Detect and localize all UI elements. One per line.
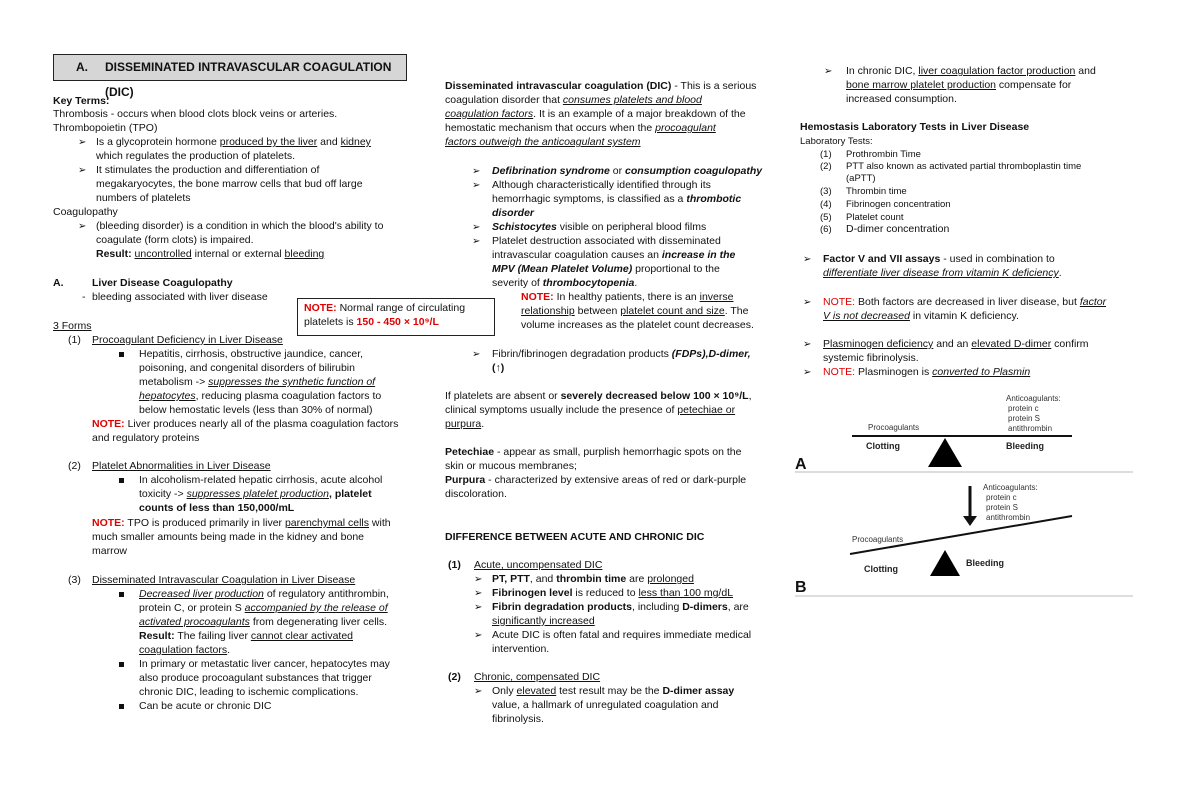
procoag-label-a: Procoagulants xyxy=(868,423,920,432)
form3-n1: Can be acute or chronic DIC xyxy=(139,700,272,712)
factor-v-2: differentiate liver disease from vitamin K deficiency. xyxy=(823,267,1062,279)
lab-test-item: Fibrinogen concentration xyxy=(846,199,951,210)
chronic-comp: In chronic DIC, liver coagulation factor production and xyxy=(846,65,1096,77)
hemostasis-balance-diagram xyxy=(790,390,1135,605)
tpo-bullet-2-cont: megakaryocytes, the bone marrow cells that bud off large xyxy=(96,178,363,190)
dic-b2-2: hemorrhagic symptoms, is classified as a thrombotic xyxy=(492,193,742,205)
form1-num: (1) xyxy=(68,334,81,346)
arrow-bullet-icon: ➢ xyxy=(472,349,481,360)
lab-test-num: (3) xyxy=(820,186,832,197)
tpo-bullet-1: Is a glycoprotein hormone produced by the liver and kidney xyxy=(96,136,371,148)
forms-title: 3 Forms xyxy=(53,320,92,332)
dic-b2-3: disorder xyxy=(492,207,535,219)
lab-test-item: (aPTT) xyxy=(846,173,876,184)
dic-b3: Schistocytes visible on peripheral blood films xyxy=(492,221,707,233)
diagram-label-a: A xyxy=(795,456,807,473)
dic-b4-3: MPV (Mean Platelet Volume) proportional to the xyxy=(492,263,720,275)
bleeding-label-a: Bleeding xyxy=(1006,441,1045,451)
lab-test-num: (1) xyxy=(820,149,832,160)
dic-b5: Fibrin/fibrinogen degradation products (FDPs),D-dimer, xyxy=(492,348,751,360)
form1-note-cont: and regulatory proteins xyxy=(92,432,200,444)
arrow-bullet-icon: ➢ xyxy=(78,165,87,176)
platelet-para-2: clinical symptoms usually include the presence of petechiae or xyxy=(445,404,736,416)
fulcrum-b xyxy=(930,550,960,576)
factor-v: Factor V and VII assays - used in combination to xyxy=(823,253,1055,265)
lab-test-num: (2) xyxy=(820,161,832,172)
form3-line4: Result: The failing liver cannot clear activated xyxy=(139,630,354,642)
chronic-title: Chronic, compensated DIC xyxy=(474,671,601,683)
form1-line2: poisoning, and congenital disorders of bilirubin xyxy=(139,362,355,374)
lab-test-num: (5) xyxy=(820,212,832,223)
coag-bullet-cont: coagulate (form clots) is impaired. xyxy=(96,234,254,246)
header-letter: A. xyxy=(76,60,88,74)
clotting-label-a: Clotting xyxy=(866,441,900,451)
tpo-bullet-2: It stimulates the production and differentiation of xyxy=(96,164,320,176)
platelet-range-note: NOTE: Normal range of circulating platelets is 150 - 450 × 10⁹/L xyxy=(297,298,495,336)
ldc-dash: - xyxy=(82,291,86,303)
tpo-title: Thrombopoietin (TPO) xyxy=(53,122,158,134)
chronic-1: Only elevated test result may be the D-dimer assay xyxy=(492,685,735,697)
tpo-bullet-1-cont: which regulates the production of platelets. xyxy=(96,150,296,162)
platelet-para: If platelets are absent or severely decreased below 100 × 10⁹/L, xyxy=(445,390,752,402)
lab-test-item: D-dimer concentration xyxy=(846,223,950,235)
form1-line4: hepatocytes, reducing plasma coagulation factors to xyxy=(139,390,382,402)
square-bullet-icon xyxy=(119,704,124,709)
form2-line3: counts of less than 150,000/mL xyxy=(139,502,295,514)
svg-text:protein c: protein c xyxy=(1008,404,1039,413)
acute-4-cont: intervention. xyxy=(492,643,550,655)
petechiae-def-2: skin or mucous membranes; xyxy=(445,460,577,472)
lab-tests-title: Laboratory Tests: xyxy=(800,136,873,147)
dic-b4: Platelet destruction associated with disseminated xyxy=(492,235,721,247)
arrow-bullet-icon: ➢ xyxy=(803,254,812,265)
form1-line3: metabolism -> suppresses the synthetic function of xyxy=(139,376,376,388)
note-factors-2: V is not decreased in vitamin K deficiency. xyxy=(823,310,1019,322)
dic-intro-2: coagulation disorder that consumes platelets and blood xyxy=(445,94,702,106)
form3-num: (3) xyxy=(68,574,81,586)
form2-line1: In alcoholism-related hepatic cirrhosis, acute alcohol xyxy=(139,474,383,486)
arrow-bullet-icon: ➢ xyxy=(78,221,87,232)
key-terms-label: Key Terms: xyxy=(53,95,110,107)
ldc-title: Liver Disease Coagulopathy xyxy=(92,277,233,289)
arrow-bullet-icon: ➢ xyxy=(803,297,812,308)
dic-intro: Disseminated intravascular coagulation (DIC) - This is a serious xyxy=(445,80,757,92)
anticoag-label-b xyxy=(983,483,1038,522)
plasminogen-2: systemic fibrinolysis. xyxy=(823,352,919,364)
lab-test-item: Prothrombin Time xyxy=(846,149,921,160)
form1-note: NOTE: Liver produces nearly all of the plasma coagulation factors xyxy=(92,418,399,430)
lab-test-num: (4) xyxy=(820,199,832,210)
form2-note: NOTE: TPO is produced primarily in liver parenchymal cells with xyxy=(92,517,391,529)
form1-title: Procoagulant Deficiency in Liver Disease xyxy=(92,334,283,346)
chronic-1-cont2: fibrinolysis. xyxy=(492,713,544,725)
arrow-bullet-icon: ➢ xyxy=(474,686,483,697)
form3-line3: activated procoagulants from degenerating liver cells. xyxy=(139,616,388,628)
svg-text:protein S: protein S xyxy=(986,503,1019,512)
form2-line2: toxicity -> suppresses platelet production, platelet xyxy=(139,488,372,500)
ldc-desc: bleeding associated with liver disease xyxy=(92,291,268,303)
acute-4: Acute DIC is often fatal and requires immediate medical xyxy=(492,629,752,641)
svg-text:Anticoagulants:: Anticoagulants: xyxy=(983,483,1038,492)
dic-intro-3: coagulation factors. It is an example of a major breakdown of the xyxy=(445,108,746,120)
fulcrum-a xyxy=(928,438,962,467)
form1-line1: Hepatitis, cirrhosis, obstructive jaundice, cancer, xyxy=(139,348,364,360)
plasminogen: Plasminogen deficiency and an elevated D-dimer confirm xyxy=(823,338,1089,350)
dic-intro-4: hemostatic mechanism that occurs when the procoagulant xyxy=(445,122,716,134)
acute-2: Fibrinogen level is reduced to less than 100 mg/dL xyxy=(492,587,734,599)
form2-note-cont2: marrow xyxy=(92,545,128,557)
chronic-comp-3: increased consumption. xyxy=(846,93,957,105)
form3-line1: Decreased liver production of regulatory antithrombin, xyxy=(139,588,389,600)
section-header xyxy=(53,54,407,99)
down-arrow-icon xyxy=(963,516,977,526)
form3-m2: also produce procoagulant substances that trigger xyxy=(139,672,372,684)
ldc-letter: A. xyxy=(53,277,64,289)
arrow-bullet-icon: ➢ xyxy=(474,630,483,641)
arrow-bullet-icon: ➢ xyxy=(803,339,812,350)
hemostasis-title: Hemostasis Laboratory Tests in Liver Disease xyxy=(800,121,1030,133)
thrombosis-def: Thrombosis - occurs when blood clots block veins or arteries. xyxy=(53,108,338,120)
header-title: DISSEMINATED INTRAVASCULAR COAGULATION (DIC) xyxy=(105,60,392,99)
dic-b2: Although characteristically identified through its xyxy=(492,179,711,191)
square-bullet-icon xyxy=(119,352,124,357)
square-bullet-icon xyxy=(119,592,124,597)
acute-title: Acute, uncompensated DIC xyxy=(474,559,603,571)
dic-b5-2: (↑) xyxy=(492,362,505,374)
dic-b4-2: intravascular coagulation causes an increase in the xyxy=(492,249,736,261)
form3-m3: chronic DIC, leading to ischemic complications. xyxy=(139,686,359,698)
coag-result: Result: uncontrolled internal or external bleeding xyxy=(96,248,325,260)
clotting-label-b: Clotting xyxy=(864,564,898,574)
petechiae-def: Petechiae - appear as small, purplish hemorrhagic spots on the xyxy=(445,446,742,458)
form1-line5: below hemostatic levels (less than 30% of normal) xyxy=(139,404,373,416)
form3-m1: In primary or metastatic liver cancer, hepatocytes may xyxy=(139,658,390,670)
lab-test-item: PTT also known as activated partial thromboplastin time xyxy=(846,161,1082,172)
square-bullet-icon xyxy=(119,662,124,667)
arrow-bullet-icon: ➢ xyxy=(803,367,812,378)
bleeding-label-b: Bleeding xyxy=(966,558,1005,568)
arrow-bullet-icon: ➢ xyxy=(472,180,481,191)
platelet-para-3: purpura. xyxy=(445,418,485,430)
note-factors: NOTE: Both factors are decreased in liver disease, but factor xyxy=(823,296,1107,308)
svg-text:antithrombin: antithrombin xyxy=(1008,424,1053,433)
chronic-num: (2) xyxy=(448,671,461,683)
coagulopathy-title: Coagulopathy xyxy=(53,206,118,218)
diagram-label-b: B xyxy=(795,579,807,596)
arrow-bullet-icon: ➢ xyxy=(472,222,481,233)
form3-title: Disseminated Intravascular Coagulation in Liver Disease xyxy=(92,574,356,586)
arrow-bullet-icon: ➢ xyxy=(472,236,481,247)
form2-title: Platelet Abnormalities in Liver Disease xyxy=(92,460,271,472)
note-plasmin: NOTE: Plasminogen is converted to Plasmin xyxy=(823,366,1031,378)
arrow-bullet-icon: ➢ xyxy=(474,602,483,613)
procoag-label-b: Procoagulants xyxy=(852,535,904,544)
svg-text:protein c: protein c xyxy=(986,493,1017,502)
dic-note-3: volume increases as the platelet count decreases. xyxy=(521,319,754,331)
form2-note-cont: much smaller amounts being made in the kidney and bone xyxy=(92,531,364,543)
arrow-bullet-icon: ➢ xyxy=(474,588,483,599)
lab-test-item: Thrombin time xyxy=(846,186,907,197)
dic-b4-4: severity of thrombocytopenia. xyxy=(492,277,638,289)
anticoag-label-a xyxy=(1006,394,1061,433)
dic-note-2: relationship between platelet count and size. The xyxy=(521,305,749,317)
diff-title: DIFFERENCE BETWEEN ACUTE AND CHRONIC DIC xyxy=(445,531,705,543)
arrow-bullet-icon: ➢ xyxy=(78,137,87,148)
chronic-1-cont: value, a hallmark of unregulated coagulation and xyxy=(492,699,719,711)
svg-text:antithrombin: antithrombin xyxy=(986,513,1031,522)
acute-num: (1) xyxy=(448,559,461,571)
tpo-bullet-2-cont2: numbers of platelets xyxy=(96,192,191,204)
form3-line2: protein C, or protein S accompanied by the release of xyxy=(139,602,388,614)
acute-3-cont: significantly increased xyxy=(492,615,595,627)
acute-1: PT, PTT, and thrombin time are prolonged xyxy=(492,573,694,585)
dic-note: NOTE: In healthy patients, there is an inverse xyxy=(521,291,734,303)
dic-intro-5: factors outweigh the anticoagulant system xyxy=(445,136,641,148)
coag-bullet: (bleeding disorder) is a condition in which the blood's ability to xyxy=(96,220,384,232)
purpura-def-2: discoloration. xyxy=(445,488,507,500)
arrow-bullet-icon: ➢ xyxy=(472,166,481,177)
svg-text:protein S: protein S xyxy=(1008,414,1041,423)
acute-3: Fibrin degradation products, including D-dimers, are xyxy=(492,601,749,613)
svg-text:Anticoagulants:: Anticoagulants: xyxy=(1006,394,1061,403)
dic-b1: Defibrination syndrome or consumption coagulopathy xyxy=(492,165,763,177)
form2-num: (2) xyxy=(68,460,81,472)
arrow-bullet-icon: ➢ xyxy=(474,574,483,585)
lab-test-num: (6) xyxy=(820,224,832,235)
arrow-bullet-icon: ➢ xyxy=(824,66,833,77)
form3-line5: coagulation factors. xyxy=(139,644,231,656)
lab-test-item: Platelet count xyxy=(846,212,904,223)
purpura-def: Purpura - characterized by extensive areas of red or dark-purple xyxy=(445,474,747,486)
square-bullet-icon xyxy=(119,478,124,483)
chronic-comp-2: bone marrow platelet production compensate for xyxy=(846,79,1072,91)
